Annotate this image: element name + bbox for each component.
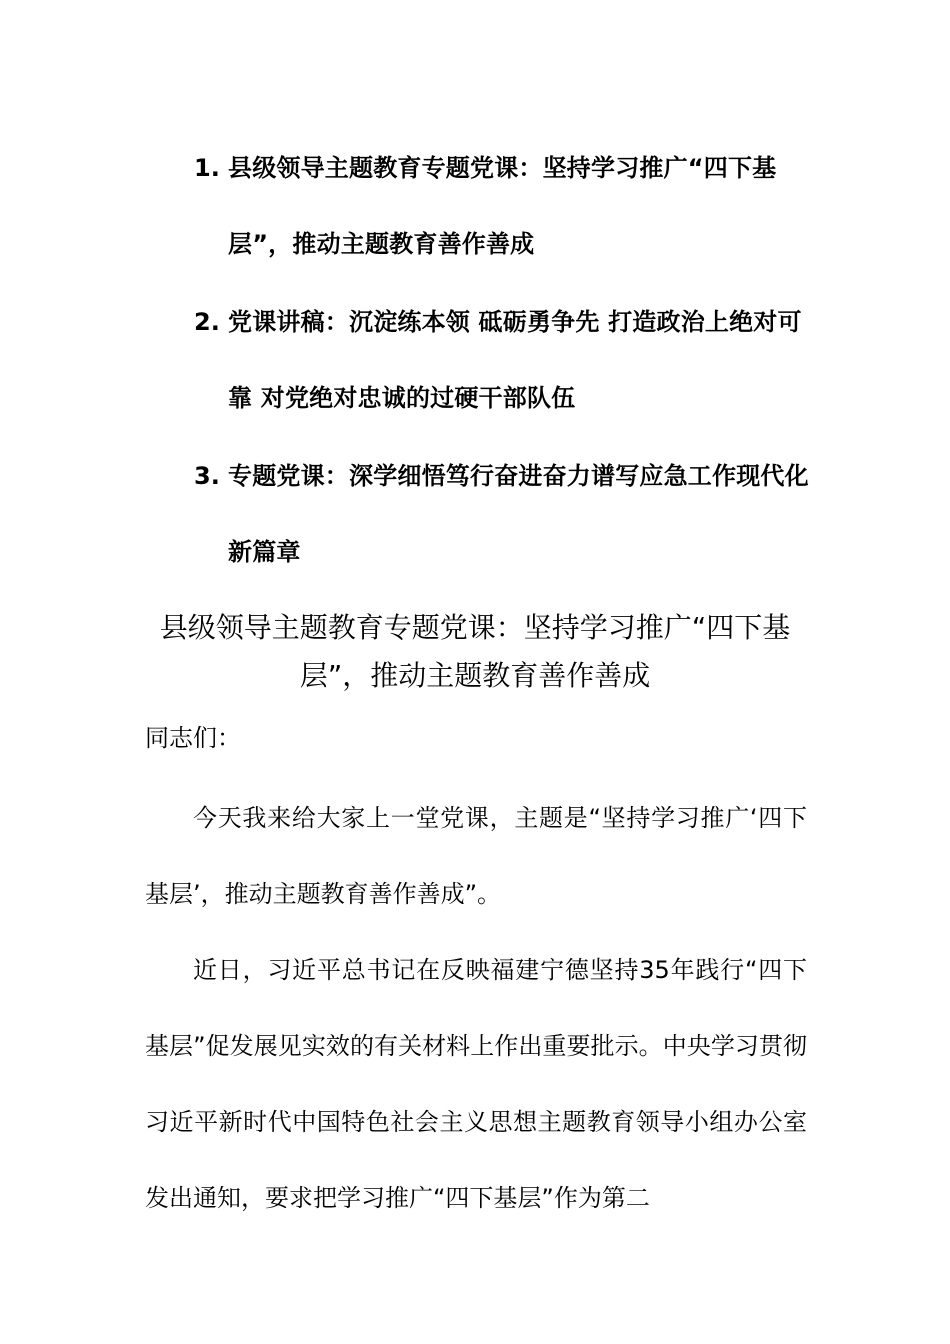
toc-item-title: 县级领导主题教育专题党课：坚持学习推广“四下基层”，推动主题教育善作善成 — [228, 154, 777, 258]
toc-item-number: 2. — [194, 308, 220, 336]
body-paragraph-1: 今天我来给大家上一堂党课，主题是“坚持学习推广‘四下基层’，推动主题教育善作善成”。 — [145, 804, 807, 908]
toc-item-1[interactable] — [194, 130, 814, 282]
table-of-contents — [194, 130, 814, 592]
toc-item-3[interactable] — [194, 438, 814, 590]
document-title — [145, 604, 805, 700]
document-title-line-2: 层”，推动主题教育善作善成 — [299, 659, 651, 692]
toc-item-2[interactable] — [194, 284, 814, 436]
document-title-line-1: 县级领导主题教育专题党课：坚持学习推广“四下基 — [159, 611, 791, 644]
toc-item-title: 专题党课：深学细悟笃行奋进奋力谱写应急工作现代化新篇章 — [228, 462, 809, 566]
toc-item-number: 3. — [194, 462, 220, 490]
body-paragraph-2: 近日，习近平总书记在反映福建宁德坚持35年践行“四下基层”促发展见实效的有关材料上作出重要批示。中央学习贯彻习近平新时代中国特色社会主义思想主题教育领导小组办公室发出通知，要求把学习推广“四下基层”作为第二 — [145, 956, 807, 1212]
document-body — [145, 780, 807, 1236]
toc-item-number: 1. — [194, 154, 220, 182]
toc-item-title: 党课讲稿：沉淀练本领 砥砺勇争先 打造政治上绝对可靠 对党绝对忠诚的过硬干部队伍 — [228, 308, 802, 412]
salutation: 同志们： — [145, 724, 241, 752]
